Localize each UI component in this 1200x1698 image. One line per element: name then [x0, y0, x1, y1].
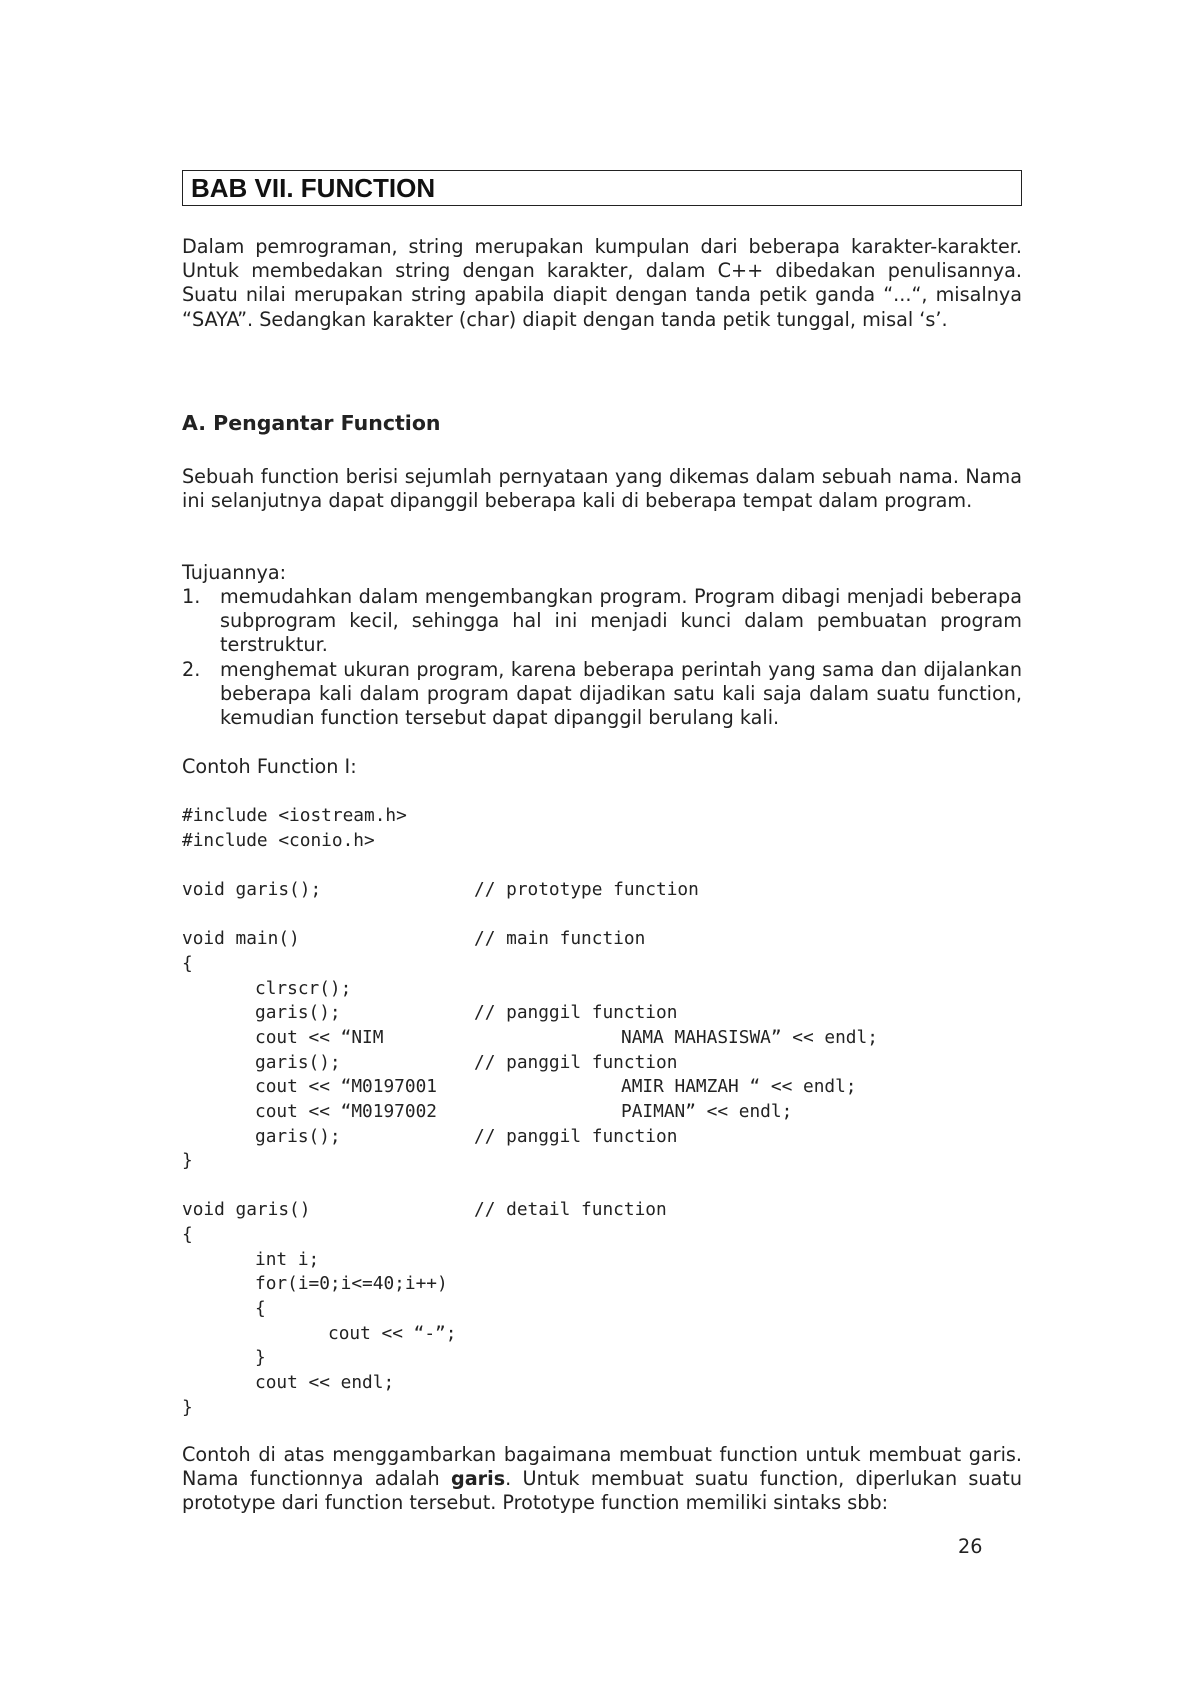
section-paragraph: Sebuah function berisi sejumlah pernyataan yang dikemas dalam sebuah nama. Nama ini selanjutnya dapat dipanggil beberapa kali di beberapa tempat dalam program.	[182, 465, 1022, 513]
code-line: #include <conio.h>	[182, 830, 375, 851]
code-line: garis();	[255, 1002, 341, 1023]
code-line: garis();	[255, 1052, 341, 1073]
code-line: AMIR HAMZAH “ << endl;	[621, 1076, 857, 1097]
example-label: Contoh Function I:	[182, 755, 357, 778]
code-line: void garis()	[182, 1199, 311, 1220]
list-item	[182, 585, 1022, 658]
code-line: int i;	[255, 1249, 320, 1270]
code-line: cout << “M0197001	[255, 1076, 437, 1097]
code-line: }	[255, 1347, 266, 1368]
code-line: cout << “NIM	[255, 1027, 384, 1048]
code-line: clrscr();	[255, 978, 352, 999]
list-item-number: 2.	[182, 658, 201, 681]
code-line: {	[182, 953, 193, 974]
code-comment: // panggil function	[474, 1002, 678, 1023]
section-heading: A. Pengantar Function	[182, 411, 441, 435]
code-line: cout << “-”;	[328, 1323, 457, 1344]
list-item-text: menghemat ukuran program, karena beberapa perintah yang sama dan dijalankan beberapa kali dalam program dapat dijadikan satu kali saja dalam suatu function, kemudian function tersebut dapat dipanggil berulang kali.	[220, 658, 1022, 730]
closing-text-part2: . Untuk membuat suatu function, diperlukan suatu prototype dari function tersebut. Prototype function memiliki sintaks sbb:	[182, 1467, 1022, 1515]
code-comment: // main function	[474, 928, 646, 949]
code-comment: // panggil function	[474, 1126, 678, 1147]
purpose-label: Tujuannya:	[182, 561, 287, 584]
code-line: garis();	[255, 1126, 341, 1147]
code-line: for(i=0;i<=40;i++)	[255, 1273, 448, 1294]
code-line: #include <iostream.h>	[182, 805, 407, 826]
intro-paragraph: Dalam pemrograman, string merupakan kumpulan dari beberapa karakter-karakter. Untuk membedakan string dengan karakter, dalam C++ dibedakan penulisannya. Suatu nilai merupakan string apabila diapit dengan tanda petik ganda “...“, misalnya “SAYA”. Sedangkan karakter (char) diapit dengan tanda petik tunggal, misal ‘s’.	[182, 235, 1022, 331]
code-line: cout << “M0197002	[255, 1101, 437, 1122]
code-line: }	[182, 1397, 193, 1418]
code-line: void main()	[182, 928, 300, 949]
code-line: cout << endl;	[255, 1372, 395, 1393]
closing-paragraph	[182, 1443, 1022, 1516]
code-line: {	[182, 1224, 193, 1245]
code-line: }	[182, 1150, 193, 1171]
code-line: {	[255, 1298, 266, 1319]
list-item-text: memudahkan dalam mengembangkan program. Program dibagi menjadi beberapa subprogram kecil, sehingga hal ini menjadi kunci dalam pembuatan program terstruktur.	[220, 585, 1022, 657]
code-line: PAIMAN” << endl;	[621, 1101, 793, 1122]
code-line: NAMA MAHASISWA” << endl;	[621, 1027, 878, 1048]
code-comment: // panggil function	[474, 1052, 678, 1073]
list-item-number: 1.	[182, 585, 201, 608]
code-comment: // detail function	[474, 1199, 667, 1220]
code-line: void garis();	[182, 879, 322, 900]
function-name-bold: garis	[451, 1467, 506, 1491]
list-item	[182, 658, 1022, 731]
page-number: 26	[958, 1535, 983, 1558]
closing-text-part1: Contoh di atas menggambarkan bagaimana membuat function untuk membuat garis. Nama functionnya adalah	[182, 1443, 1022, 1491]
chapter-title: BAB VII. FUNCTION	[182, 170, 1022, 206]
code-comment: // prototype function	[474, 879, 699, 900]
